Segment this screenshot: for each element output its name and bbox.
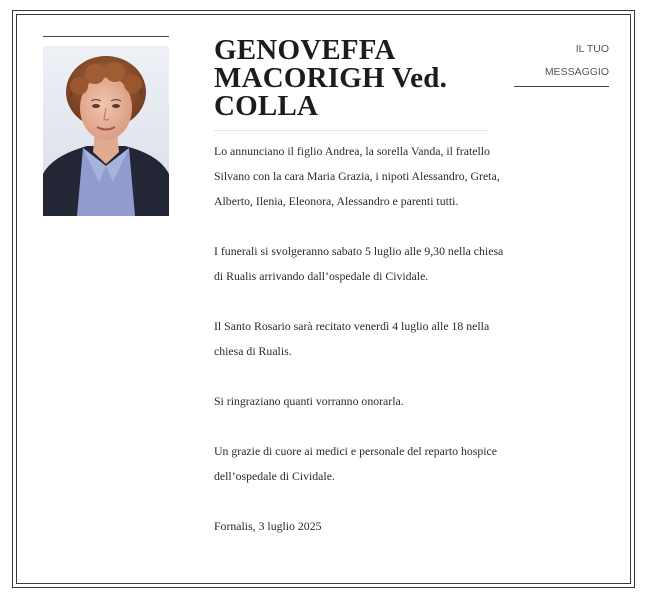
- title-line-1: GENOVEFFA: [214, 34, 396, 66]
- rosary-paragraph: Il Santo Rosario sarà recitato venerdì 4 luglio alle 18 nella chiesa di Rualis.: [214, 319, 490, 358]
- title-line-2: MACORIGH Ved.: [214, 62, 448, 94]
- deceased-name-title: [214, 36, 504, 120]
- your-message-line-1: IL TUO: [575, 43, 609, 55]
- funeral-paragraph: I funerali si svolgeranno sabato 5 luglio alle 9,30 nella chiesa di Rualis arrivando dall’ospedale di Cividale.: [214, 244, 504, 283]
- hospice-thanks-paragraph: Un grazie di cuore ai medici e personale del reparto hospice dell’ospedale di Cividale.: [214, 444, 497, 483]
- your-message-line-2: MESSAGGIO: [544, 66, 609, 78]
- your-message-underline: [514, 86, 609, 87]
- thanks-paragraph: Si ringraziano quanti vorranno onorarla.: [214, 394, 404, 408]
- notice-body: [214, 139, 504, 539]
- title-divider: [214, 130, 488, 131]
- your-message-link[interactable]: [514, 38, 609, 84]
- place-date: Fornalis, 3 luglio 2025: [214, 519, 322, 533]
- photo-divider: [43, 36, 169, 37]
- title-line-3: COLLA: [214, 90, 319, 122]
- announcement-paragraph: Lo annunciano il figlio Andrea, la sorella Vanda, il fratello Silvano con la cara Maria Grazia, i nipoti Alessandro, Greta, Alberto, Ilenia, Eleonora, Alessandro e parenti tutti.: [214, 144, 500, 208]
- portrait-photo: [43, 46, 169, 216]
